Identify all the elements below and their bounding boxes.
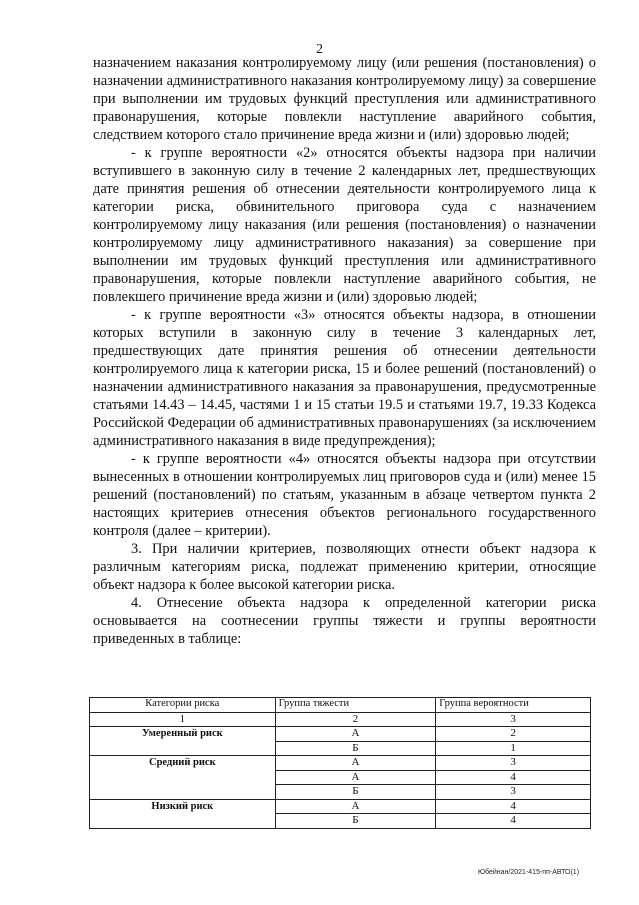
paragraph-group-2: - к группе вероятности «2» относятся объекты надзора при наличии вступившего в законную силу в течение 2 календарных лет, предшествующих дате принятия решения об отнесении деятельности контролируемого лица к категории риска, обвинительного приговора суда с назначением контролируемому лицу наказания (или решения (постановления) о назначении контролируемому лицу административного наказания) за совершение при выполнении им трудовых функций преступления или административного правонарушения, которые повлекли наступление аварийного события, не повлекшего причинение вреда жизни и (или) здоровью людей; (93, 145, 596, 305)
header-risk-category: Категории риска (90, 698, 276, 713)
table-cell: 3 (436, 712, 591, 727)
document-code: Юбейнан/2021-415-пп-АВТО(1) (478, 869, 580, 876)
paragraph-group-4: - к группе вероятности «4» относятся объекты надзора при отсутствии вынесенных в отношении контролируемых лиц приговоров суда и (или) менее 15 решений (постановлений) по статьям, указанным в абзаце четвертом пункта 2 настоящих критериев отнесения объектов регионального государственного контроля (далее – критерии). (93, 451, 596, 539)
table-cell: 2 (436, 727, 591, 742)
paragraph-point-4: 4. Отнесение объекта надзора к определенной категории риска основывается на соотнесении группы тяжести и группы вероятности приведенных в таблице: (93, 595, 596, 647)
header-severity-group: Группа тяжести (275, 698, 436, 713)
table-cell: А (275, 727, 436, 742)
table-cell: А (275, 799, 436, 814)
paragraph-continuation: назначением наказания контролируемому лицу (или решения (постановления) о назначении административного наказания контролируемому лицу) за совершение при выполнении им трудовых функций преступления или административного правонарушения, которые повлекли наступление аварийного события, следствием которого стало причинение вреда жизни и (или) здоровью людей; (93, 55, 596, 143)
table-row (90, 756, 591, 771)
table-cell: Б (275, 785, 436, 800)
category-medium: Средний риск (90, 756, 276, 800)
table-cell: 4 (436, 770, 591, 785)
table-cell: Б (275, 814, 436, 829)
risk-table (89, 697, 591, 829)
table-cell: 1 (90, 712, 276, 727)
table-cell: 2 (275, 712, 436, 727)
table-row (90, 799, 591, 814)
page-number: 2 (316, 42, 323, 57)
paragraph-group-3: - к группе вероятности «3» относятся объекты надзора, в отношении которых вступили в законную силу в течение 3 календарных лет, предшествующих дате принятия решения об отнесении деятельности контролируемого лица к категории риска, 15 и более решений (постановлений) о назначении административного наказания за правонарушения, предусмотренные статьями 14.43 – 14.45, частями 1 и 15 статьи 19.5 и статьями 19.7, 19.33 Кодекса Российской Федерации об административных правонарушениях (за исключением административного наказания в виде предупреждения); (93, 307, 596, 449)
table-cell: А (275, 756, 436, 771)
table-number-row (90, 712, 591, 727)
header-probability-group: Группа вероятности (436, 698, 591, 713)
table-cell: 3 (436, 785, 591, 800)
table-cell: 4 (436, 814, 591, 829)
paragraph-point-3: 3. При наличии критериев, позволяющих отнести объект надзора к различным категориям риска, подлежат применению критерии, относящие объект надзора к более высокой категории риска. (93, 541, 596, 593)
table-row (90, 727, 591, 742)
table-cell: 4 (436, 799, 591, 814)
table-cell: 3 (436, 756, 591, 771)
category-low: Низкий риск (90, 799, 276, 828)
table-cell: Б (275, 741, 436, 756)
table-cell: 1 (436, 741, 591, 756)
table-header-row (90, 698, 591, 713)
table-cell: А (275, 770, 436, 785)
category-moderate: Умеренный риск (90, 727, 276, 756)
document-body (93, 54, 596, 648)
